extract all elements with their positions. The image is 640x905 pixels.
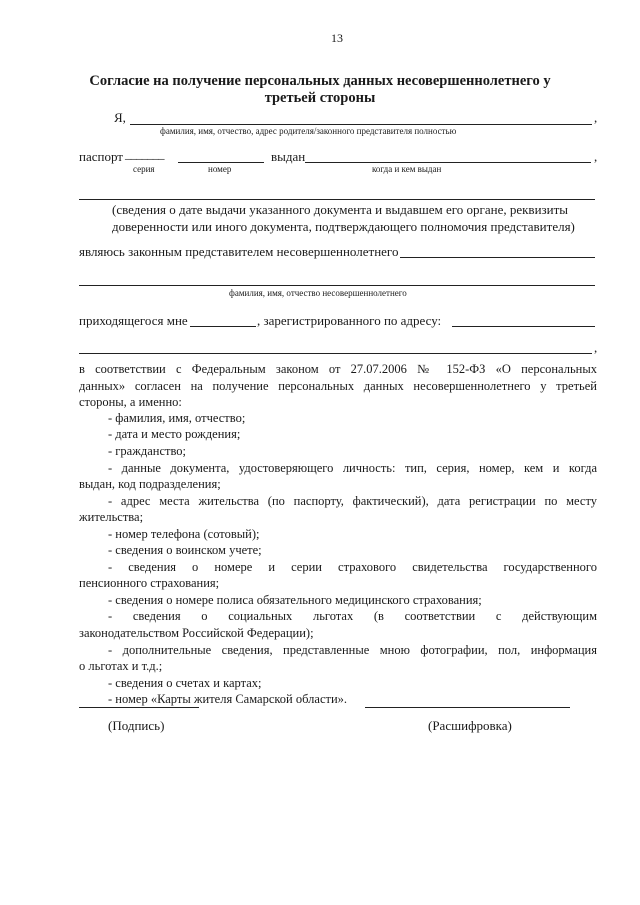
address-line-end: ,	[594, 340, 598, 355]
signature-line	[79, 707, 199, 708]
parent-line-end: ,	[594, 110, 598, 125]
list-item: - фамилия, имя, отчество;	[108, 411, 246, 425]
parent-caption: фамилия, имя, отчество, адрес родителя/законного представителя полностью	[160, 126, 457, 136]
decoding-line	[365, 707, 570, 708]
parent-name-line	[130, 124, 592, 125]
passport-number-line	[178, 162, 264, 163]
registered-label: , зарегистрированного по адресу:	[257, 313, 442, 328]
document-title-line-1: Согласие на получение персональных данных несовершеннолетнего у	[89, 73, 551, 89]
list-item: - сведения о воинском учете;	[108, 543, 262, 557]
list-item-continuation: законодательством Российской Федерации);	[79, 626, 314, 640]
passport-label: паспорт	[79, 149, 123, 164]
representative-text: являюсь законным представителем несовершеннолетнего	[79, 244, 399, 259]
signature-label: (Подпись)	[108, 718, 165, 733]
list-item: - номер «Карты жителя Самарской области».	[108, 692, 348, 706]
list-item: - адрес места жительства (по паспорту, фактический), дата регистрации по месту	[108, 494, 597, 508]
document-info-line-1: (сведения о дате выдачи указанного документа и выдавшем его органе, реквизиты	[112, 202, 569, 217]
address-line-1	[452, 326, 595, 327]
list-item: - гражданство;	[108, 444, 186, 458]
document-title-line-2: третьей стороны	[264, 90, 376, 106]
decoding-label: (Расшифровка)	[428, 718, 512, 733]
minor-caption: фамилия, имя, отчество несовершеннолетнего	[229, 288, 407, 298]
list-item: - сведения о номере полиса обязательного медицинского страхования;	[108, 593, 482, 607]
relation-label: приходящегося мне	[79, 313, 188, 328]
page-number: 13	[331, 31, 343, 45]
passport-series-caption: серия	[133, 164, 155, 174]
list-item: - сведения о номере и серии страхового свидетельства государственного	[108, 560, 597, 574]
relation-line	[190, 326, 256, 327]
list-item-continuation: выдан, код подразделения;	[79, 477, 221, 491]
list-item: - сведения о счетах и картах;	[108, 676, 262, 690]
passport-series-blank: _______	[125, 146, 164, 161]
minor-name-line-2	[79, 285, 595, 286]
list-item: - дата и место рождения;	[108, 427, 241, 441]
passport-issued-label: выдан	[271, 149, 306, 164]
list-item: - номер телефона (сотовый);	[108, 527, 260, 541]
minor-name-line-1	[400, 257, 595, 258]
list-item: - сведения о социальных льготах (в соответствии с действующим	[108, 609, 597, 623]
passport-number-caption: номер	[208, 164, 232, 174]
list-item: - данные документа, удостоверяющего личность: тип, серия, номер, кем и когда	[108, 461, 597, 475]
passport-issued-line	[305, 162, 591, 163]
passport-line-end: ,	[594, 149, 598, 164]
consent-intro-line-2: данных» согласен на получение персональных данных несовершеннолетнего у третьей	[79, 379, 597, 393]
list-item-continuation: жительства;	[79, 510, 144, 524]
list-item-continuation: о льготах и т.д.;	[79, 659, 163, 673]
document-info-line	[79, 199, 595, 200]
list-item: - дополнительные сведения, представленные мною фотографии, пол, информация	[108, 643, 597, 657]
consent-intro-end: стороны, а именно:	[79, 395, 182, 409]
document-info-line-2: доверенности или иного документа, подтверждающего полномочия представителя)	[112, 219, 575, 234]
passport-issued-caption: когда и кем выдан	[372, 164, 442, 174]
parent-lead: Я,	[114, 110, 126, 125]
list-item-continuation: пенсионного страхования;	[79, 576, 220, 590]
address-line-2	[79, 353, 592, 354]
consent-intro-line-1: в соответствии с Федеральным законом от 27.07.2006 № 152-ФЗ «О персональных	[79, 362, 597, 376]
